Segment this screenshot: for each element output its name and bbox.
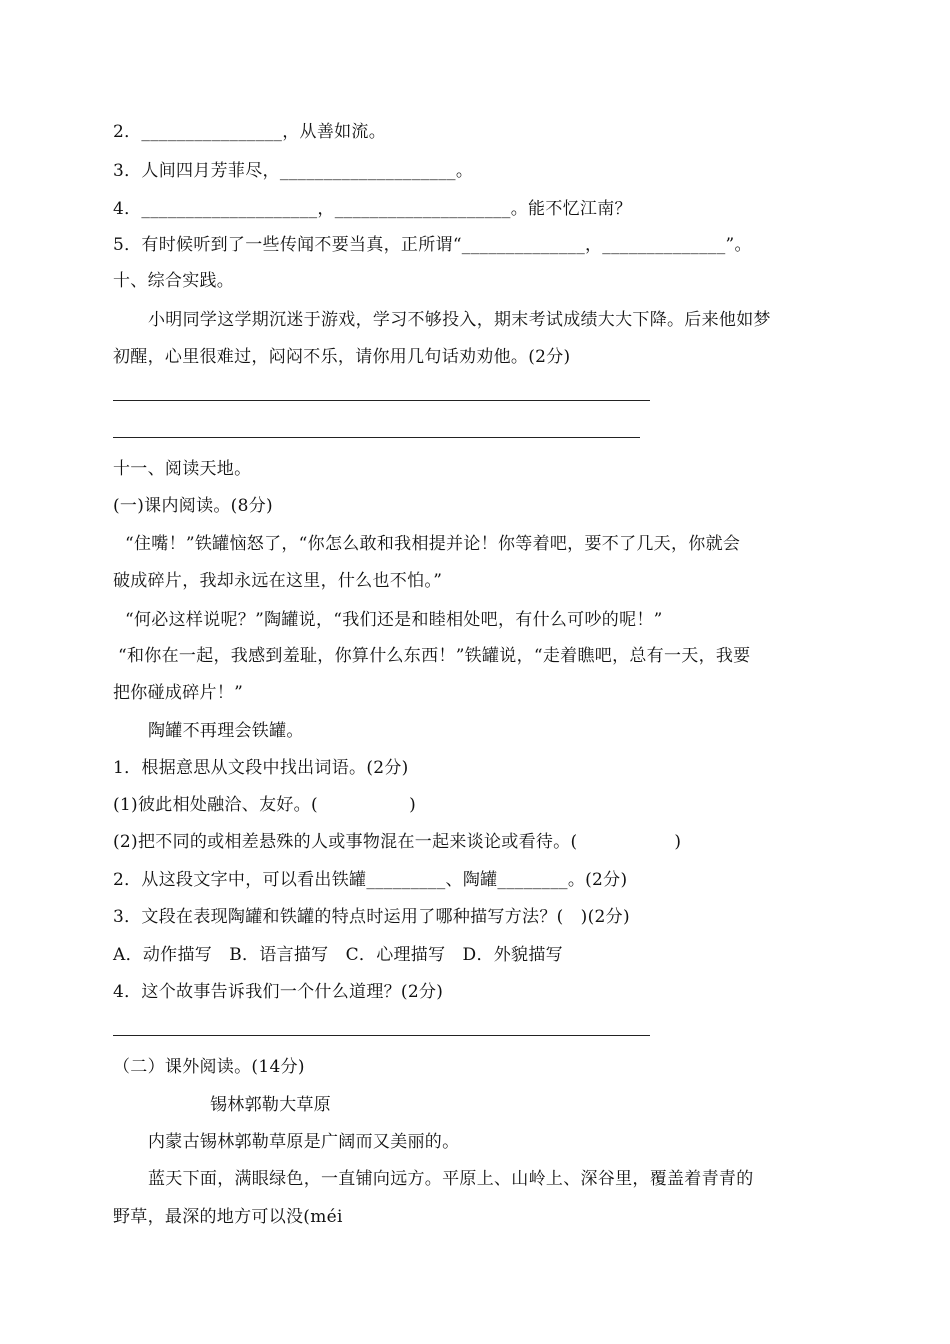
passage-line: “和你在一起，我感到羞耻，你算什么东西！”铁罐说，“走着瞧吧，总有一天，我要 xyxy=(118,646,751,666)
poem-fill-q2: 2．________________，从善如流。 xyxy=(113,122,387,142)
question-1-item-1: (1)彼此相处融洽、友好。( ) xyxy=(113,795,417,815)
article-title: 锡林郭勒大草原 xyxy=(210,1095,332,1115)
question-1: 1．根据意思从文段中找出词语。(2分) xyxy=(113,758,409,778)
question-1-item-2: (2)把不同的或相差悬殊的人或事物混在一起来谈论或看待。( ) xyxy=(113,832,682,852)
article-paragraph-2: 蓝天下面，满眼绿色，一直铺向远方。平原上、山岭上、深谷里，覆盖着青青的 xyxy=(148,1169,754,1189)
question-2: 2．从这段文字中，可以看出铁罐_________、陶罐________。(2分) xyxy=(113,870,628,890)
part-1-heading: (一)课内阅读。(8分) xyxy=(113,496,273,516)
poem-fill-q5: 5．有时候听到了一些传闻不要当真，正所谓“______________，______________”。 xyxy=(113,235,752,255)
question-4: 4．这个故事告诉我们一个什么道理？(2分) xyxy=(113,982,444,1002)
question-3-options: A．动作描写 B．语言描写 C．心理描写 D．外貌描写 xyxy=(113,945,563,965)
answer-line xyxy=(113,1035,650,1036)
section-11-heading: 十一、阅读天地。 xyxy=(113,459,252,479)
passage-line: 陶罐不再理会铁罐。 xyxy=(148,721,304,741)
part-2-heading: （二）课外阅读。(14分) xyxy=(113,1057,305,1077)
poem-fill-q3: 3．人间四月芳菲尽，____________________。 xyxy=(113,161,474,181)
section-10-prompt-line1: 小明同学这学期沉迷于游戏，学习不够投入，期末考试成绩大大下降。后来他如梦 xyxy=(148,310,771,330)
article-paragraph-1: 内蒙古锡林郭勒草原是广阔而又美丽的。 xyxy=(148,1132,460,1152)
passage-line: “住嘴！”铁罐恼怒了，“你怎么敢和我相提并论！你等着吧，要不了几天，你就会 xyxy=(125,534,741,554)
article-paragraph-2-cont: 野草，最深的地方可以没(méi xyxy=(113,1207,343,1227)
poem-fill-q4: 4．____________________，____________________。能不忆江南？ xyxy=(113,199,632,219)
answer-line xyxy=(113,437,640,438)
passage-line: 破成碎片，我却永远在这里，什么也不怕。” xyxy=(113,571,443,591)
section-10-heading: 十、综合实践。 xyxy=(113,271,235,291)
passage-line: 把你碰成碎片！” xyxy=(113,683,244,703)
section-10-prompt-line2: 初醒，心里很难过，闷闷不乐，请你用几句话劝劝他。(2分) xyxy=(113,347,571,367)
answer-line xyxy=(113,400,650,401)
passage-line: “何必这样说呢？”陶罐说，“我们还是和睦相处吧，有什么可吵的呢！” xyxy=(125,610,663,630)
question-3: 3．文段在表现陶罐和铁罐的特点时运用了哪种描写方法？( )(2分) xyxy=(113,907,630,927)
